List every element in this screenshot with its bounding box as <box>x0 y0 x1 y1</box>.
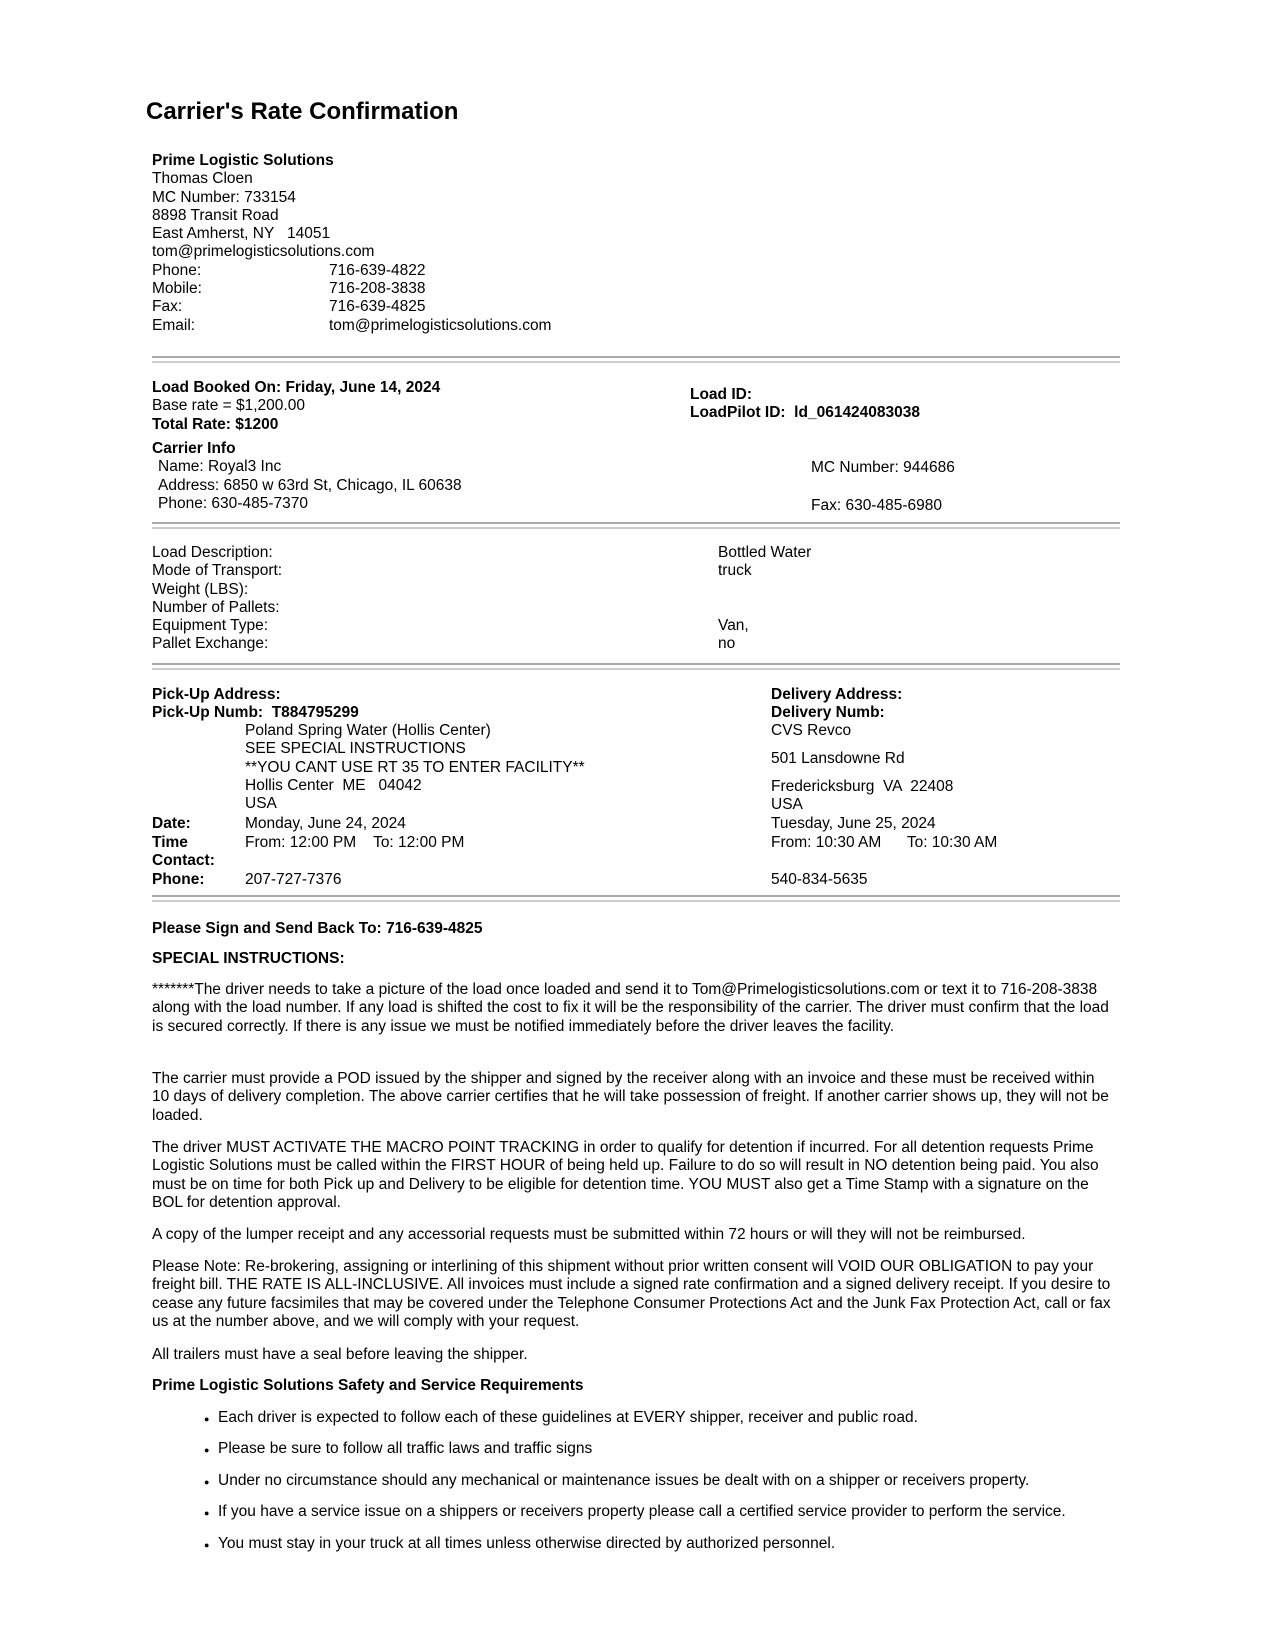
pickup-instructions-2: **YOU CANT USE RT 35 TO ENTER FACILITY** <box>245 758 585 776</box>
contact-label: Contact: <box>152 852 215 869</box>
pickup-name: Poland Spring Water (Hollis Center) <box>245 722 491 739</box>
carrier-heading: Carrier Info <box>152 440 236 457</box>
base-rate: Base rate = $1,200.00 <box>152 397 305 415</box>
delivery-heading: Delivery Address: <box>771 686 903 703</box>
detail-row: Number of Pallets: <box>152 598 280 616</box>
divider <box>152 895 1120 902</box>
broker-address1: 8898 Transit Road <box>152 206 279 224</box>
delivery-phone: 540-834-5635 <box>771 871 868 888</box>
carrier-name: Name: Royal3 Inc <box>158 458 282 476</box>
instruction-paragraph: The driver MUST ACTIVATE THE MACRO POINT TRACKING in order to qualify for detention if incurred. For all detention requests Prime Logistic Solutions must be called within the FIRST HOUR of being held up. Failure to do so will result in NO detention being paid. You also must be on time for both Pick up and Delivery to be eligible for detention time. YOU MUST also get a Time Stamp with a signature on the BOL for detention approval. <box>152 1139 1099 1212</box>
instruction-paragraph: *******The driver needs to take a picture of the load once loaded and send it to Tom@Primelogisticsolutions.com or text it to 716-208-3838 along with the load number. If any load is shifted the cost to fix it will be the responsibility of the carrier. The driver must confirm that the load is secured correctly. If there is any issue we must be notified immediately before the driver leaves the facility. <box>152 981 1109 1035</box>
total-rate: Total Rate: $1200 <box>152 415 279 433</box>
broker-mc: MC Number: 733154 <box>152 188 296 206</box>
broker-address2: East Amherst, NY 14051 <box>152 225 331 243</box>
phone-label: Phone: <box>152 871 205 888</box>
pickup-time: From: 12:00 PM To: 12:00 PM <box>245 834 465 851</box>
list-item: ● If you have a service issue on a shippers or receivers property please call a certified service provider to perform the service. <box>198 1503 1098 1521</box>
pickup-country: USA <box>245 795 277 813</box>
detail-row: Pallet Exchange: no <box>152 635 736 653</box>
broker-contact: Thomas Cloen <box>152 170 253 188</box>
pickup-heading: Pick-Up Address: <box>152 686 281 703</box>
delivery-name: CVS Revco <box>771 722 852 739</box>
broker-contact-row: Mobile: 716-208-3838 <box>152 280 426 298</box>
detail-row: Equipment Type: Van, <box>152 617 749 635</box>
delivery-street: 501 Lansdowne Rd <box>771 750 905 767</box>
carrier-address: Address: 6850 w 63rd St, Chicago, IL 60638 <box>158 476 462 494</box>
carrier-info <box>152 440 462 513</box>
broker-contact-row: Fax: 716-639-4825 <box>152 298 426 316</box>
page-title: Carrier's Rate Confirmation <box>146 98 459 125</box>
delivery-city: Fredericksburg VA 22408 <box>771 778 954 795</box>
instruction-paragraph: All trailers must have a seal before leaving the shipper. <box>152 1346 528 1363</box>
pickup-instructions-1: SEE SPECIAL INSTRUCTIONS <box>245 740 466 758</box>
instruction-paragraph: Please Note: Re-brokering, assigning or interlining of this shipment without prior written consent will VOID OUR OBLIGATION to pay your freight bill. THE RATE IS ALL-INCLUSIVE. All invoices must include a signed rate confirmation and a signed delivery receipt. If you desire to cease any future facsimiles that may be covered under the Telephone Consumer Protections Act and the Junk Fax Protection Act, call or fax us at the number above, and we will comply with your request. <box>152 1258 1111 1331</box>
special-instructions-heading: SPECIAL INSTRUCTIONS: <box>152 950 345 967</box>
broker-company: Prime Logistic Solutions <box>152 152 334 169</box>
divider <box>152 522 1120 529</box>
load-info <box>152 379 440 434</box>
date-label: Date: <box>152 815 191 832</box>
divider <box>152 663 1120 670</box>
broker-email-line: tom@primelogisticsolutions.com <box>152 243 375 261</box>
pickup-phone: 207-727-7376 <box>245 871 342 888</box>
carrier-fax: Fax: 630-485-6980 <box>811 497 942 514</box>
list-item: ● Under no circumstance should any mechanical or maintenance issues be dealt with on a shipper or receivers property. <box>198 1472 1098 1490</box>
delivery-number: Delivery Numb: <box>771 704 885 721</box>
carrier-mc: MC Number: 944686 <box>811 459 955 476</box>
load-booked: Load Booked On: Friday, June 14, 2024 <box>152 379 441 396</box>
delivery-date: Tuesday, June 25, 2024 <box>771 815 936 832</box>
detail-row: Load Description: Bottled Water <box>152 544 812 561</box>
safety-heading: Prime Logistic Solutions Safety and Service Requirements <box>152 1377 584 1394</box>
delivery-time: From: 10:30 AM To: 10:30 AM <box>771 834 998 851</box>
load-id: Load ID: <box>690 386 752 403</box>
pickup-city: Hollis Center ME 04042 <box>245 776 422 794</box>
loadpilot-id: LoadPilot ID: ld_061424083038 <box>690 404 921 422</box>
time-label: Time <box>152 834 188 851</box>
pickup-address <box>245 722 585 813</box>
broker-contact-row: Email: tom@primelogisticsolutions.com <box>152 316 552 334</box>
detail-row: Mode of Transport: truck <box>152 562 752 580</box>
instruction-paragraph: A copy of the lumper receipt and any accessorial requests must be submitted within 72 hours or will they will not be reimbursed. <box>152 1226 1026 1243</box>
divider <box>152 356 1120 363</box>
detail-row: Weight (LBS): <box>152 580 249 598</box>
list-item: ● Please be sure to follow all traffic laws and traffic signs <box>198 1440 1098 1458</box>
broker-block <box>152 152 551 335</box>
carrier-phone: Phone: 630-485-7370 <box>158 494 308 512</box>
load-details <box>152 544 811 654</box>
list-item: ● Each driver is expected to follow each of these guidelines at EVERY shipper, receiver and public road. <box>198 1409 1098 1427</box>
list-item: ● You must stay in your truck at all times unless otherwise directed by authorized personnel. <box>198 1535 1098 1553</box>
safety-list <box>198 1409 1098 1566</box>
instruction-paragraph: The carrier must provide a POD issued by the shipper and signed by the receiver along with an invoice and these must be received within 10 days of delivery completion. The above carrier certifies that he will take possession of freight. If another carrier shows up, they will not be loaded. <box>152 1070 1109 1124</box>
broker-contact-row: Phone: 716-639-4822 <box>152 261 426 279</box>
sign-back: Please Sign and Send Back To: 716-639-4825 <box>152 920 483 937</box>
pickup-date: Monday, June 24, 2024 <box>245 815 406 832</box>
load-ids <box>690 386 920 423</box>
pickup-number: Pick-Up Numb: T884795299 <box>152 704 359 721</box>
delivery-country: USA <box>771 796 803 813</box>
